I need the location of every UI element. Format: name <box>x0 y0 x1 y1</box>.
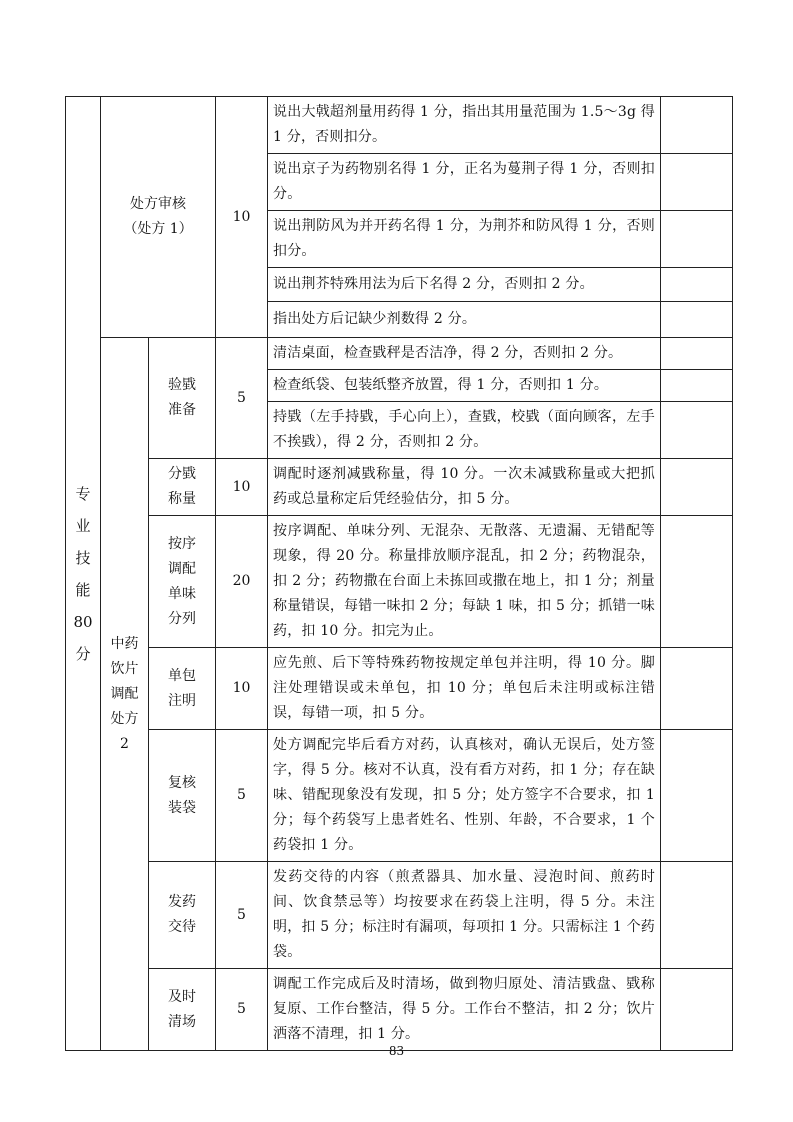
step-name: 单包 注明 <box>149 648 216 730</box>
section2-title: 中药 饮片 调配 处方 2 <box>101 338 149 1051</box>
remark-cell <box>661 648 733 730</box>
remark-cell <box>661 402 733 459</box>
step-score: 10 <box>216 648 268 730</box>
remark-cell <box>661 516 733 648</box>
remark-cell <box>661 338 733 370</box>
criterion: 持戥（左手持戥，手心向上），查戥，校戥（面向顾客，左手不挨戥），得 2 分，否则扣 2 分。 <box>268 402 661 459</box>
grading-table <box>65 96 733 1051</box>
step-name: 按序 调配 单味 分列 <box>149 516 216 648</box>
criterion: 处方调配完毕后看方对药，认真核对，确认无误后，处方签字，得 5 分。核对不认真，没有看方对药，扣 1 分；存在缺味、错配现象没有发现，扣 5 分；处方签字不合要求，扣 1 分；每个药袋写上患者姓名、性别、年龄，不合要求，1 个药袋扣 1 分。 <box>268 730 661 862</box>
criterion: 应先煎、后下等特殊药物按规定单包并注明，得 10 分。脚注处理错误或未单包，扣 10 分；单包后未注明或标注错误，每错一项，扣 5 分。 <box>268 648 661 730</box>
remark-cell <box>661 969 733 1051</box>
criterion: 说出荆防风为并开药名得 1 分，为荆芥和防风得 1 分，否则扣分。 <box>268 211 661 268</box>
step-name: 及时 清场 <box>149 969 216 1051</box>
step-name: 分戥 称量 <box>149 459 216 516</box>
criterion: 检查纸袋、包装纸整齐放置，得 1 分，否则扣 1 分。 <box>268 370 661 402</box>
remark-cell <box>661 97 733 154</box>
page-number: 83 <box>388 1044 405 1058</box>
remark-cell <box>661 211 733 268</box>
step-score: 5 <box>216 862 268 969</box>
step-name: 发药 交待 <box>149 862 216 969</box>
step-score: 5 <box>216 730 268 862</box>
remark-cell <box>661 730 733 862</box>
remark-cell <box>661 370 733 402</box>
criterion: 按序调配、单味分列、无混杂、无散落、无遗漏、无错配等现象，得 20 分。称量排放顺序混乱，扣 2 分；药物混杂，扣 2 分；药物撒在台面上未拣回或撒在地上，扣 1 分；剂量称量错误，每错一味扣 2 分；每缺 1 味，扣 5 分；抓错一味药，扣 10 分。扣完为止。 <box>268 516 661 648</box>
category-cell: 专 业 技 能 80 分 <box>66 97 101 1051</box>
remark-cell <box>661 268 733 302</box>
criterion: 调配工作完成后及时清场，做到物归原处、清洁戥盘、戥称复原、工作台整洁，得 5 分。工作台不整洁，扣 2 分；饮片洒落不清理，扣 1 分。 <box>268 969 661 1051</box>
step-score: 5 <box>216 969 268 1051</box>
section1-title: 处方审核 （处方 1） <box>101 97 216 338</box>
criterion: 说出大戟超剂量用药得 1 分，指出其用量范围为 1.5～3g 得 1 分，否则扣分。 <box>268 97 661 154</box>
criterion: 调配时逐剂减戥称量，得 10 分。一次未减戥称量或大把抓药或总量称定后凭经验估分，扣 5 分。 <box>268 459 661 516</box>
remark-cell <box>661 459 733 516</box>
criterion: 发药交待的内容（煎煮器具、加水量、浸泡时间、煎药时间、饮食禁忌等）均按要求在药袋上注明，得 5 分。未注明，扣 5 分；标注时有漏项，每项扣 1 分。只需标注 1 个药袋。 <box>268 862 661 969</box>
section1-score: 10 <box>216 97 268 338</box>
step-name: 验戥 准备 <box>149 338 216 459</box>
step-score: 10 <box>216 459 268 516</box>
remark-cell <box>661 154 733 211</box>
step-name: 复核 装袋 <box>149 730 216 862</box>
criterion: 说出京子为药物别名得 1 分，正名为蔓荆子得 1 分，否则扣分。 <box>268 154 661 211</box>
step-score: 5 <box>216 338 268 459</box>
criterion: 清洁桌面，检查戥秤是否洁净，得 2 分，否则扣 2 分。 <box>268 338 661 370</box>
criterion: 指出处方后记缺少剂数得 2 分。 <box>268 302 661 338</box>
criterion: 说出荆芥特殊用法为后下名得 2 分，否则扣 2 分。 <box>268 268 661 302</box>
remark-cell <box>661 302 733 338</box>
step-score: 20 <box>216 516 268 648</box>
remark-cell <box>661 862 733 969</box>
